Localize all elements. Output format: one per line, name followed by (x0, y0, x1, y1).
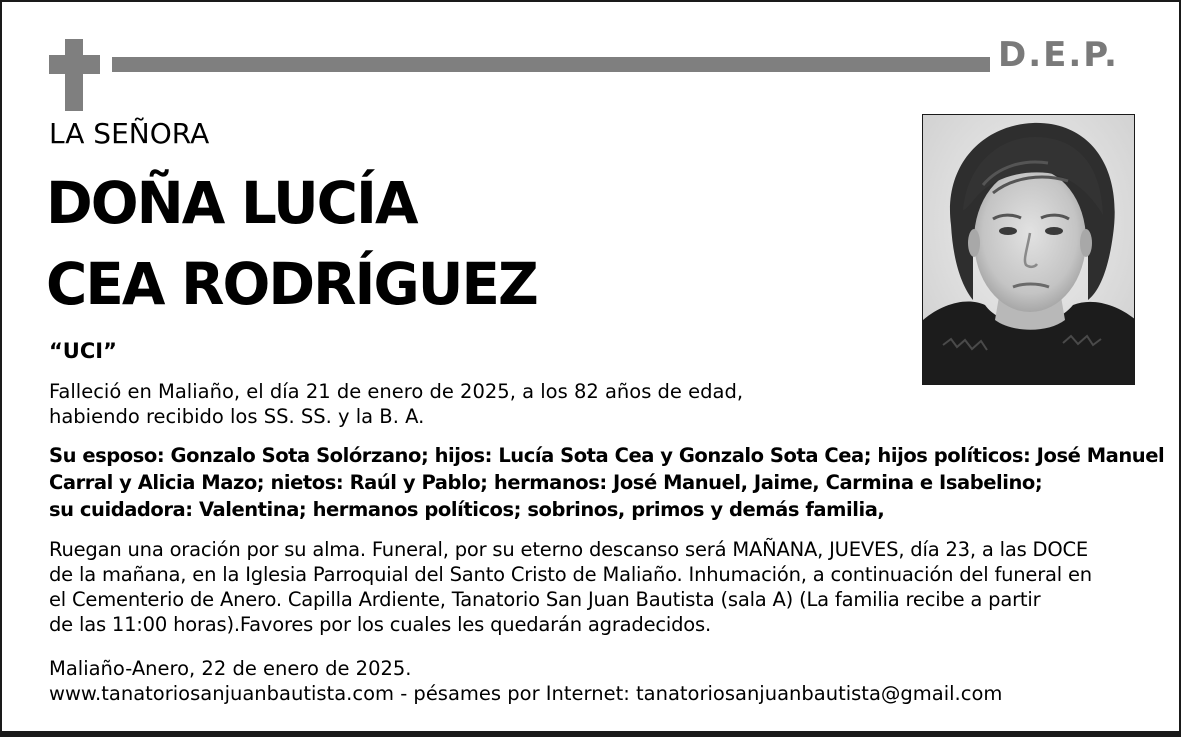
title-prefix: LA SEÑORA (49, 117, 210, 150)
deceased-name-line-1: DOÑA LUCÍA (46, 169, 417, 237)
death-notice-line: habiendo recibido los SS. SS. y la B. A. (49, 405, 425, 428)
deceased-name-line-2: CEA RODRÍGUEZ (46, 250, 537, 318)
death-notice (49, 379, 743, 429)
family-list (49, 442, 1164, 523)
dep-label: D.E.P. (998, 35, 1119, 75)
family-line: Carral y Alicia Mazo; nietos: Raúl y Pablo; hermanos: José Manuel, Jaime, Carmina e Isabelino; (49, 471, 1043, 494)
death-notice-line: Falleció en Maliaño, el día 21 de enero de 2025, a los 82 años de edad, (49, 380, 744, 403)
service-line: el Cementerio de Anero. Capilla Ardiente, Tanatorio San Juan Bautista (sala A) (La familia recibe a partir (49, 588, 1041, 611)
header-rule (112, 57, 990, 72)
service-line: de la mañana, en la Iglesia Parroquial del Santo Cristo de Maliaño. Inhumación, a continuación del funeral en (49, 563, 1092, 586)
family-line: Su esposo: Gonzalo Sota Solórzano; hijos: Lucía Sota Cea y Gonzalo Sota Cea; hijos políticos: José Manuel (49, 444, 1165, 467)
family-line: su cuidadora: Valentina; hermanos políticos; sobrinos, primos y demás familia, (49, 498, 885, 521)
portrait-photo (922, 114, 1135, 385)
service-line: Ruegan una oración por su alma. Funeral, por su eterno descanso será MAÑANA, JUEVES, día 23, a las DOCE (49, 538, 1089, 561)
place-date: Maliaño-Anero, 22 de enero de 2025. (49, 657, 412, 680)
cross-icon (65, 39, 83, 111)
service-details (49, 537, 1092, 637)
web-contact-line: www.tanatoriosanjuanbautista.com - pésames por Internet: tanatoriosanjuanbautista@gmail.com (49, 682, 1003, 705)
service-line: de las 11:00 horas).Favores por los cuales les quedarán agradecidos. (49, 613, 711, 636)
nickname: “UCI” (49, 339, 117, 363)
cross-icon-bar (49, 55, 100, 74)
